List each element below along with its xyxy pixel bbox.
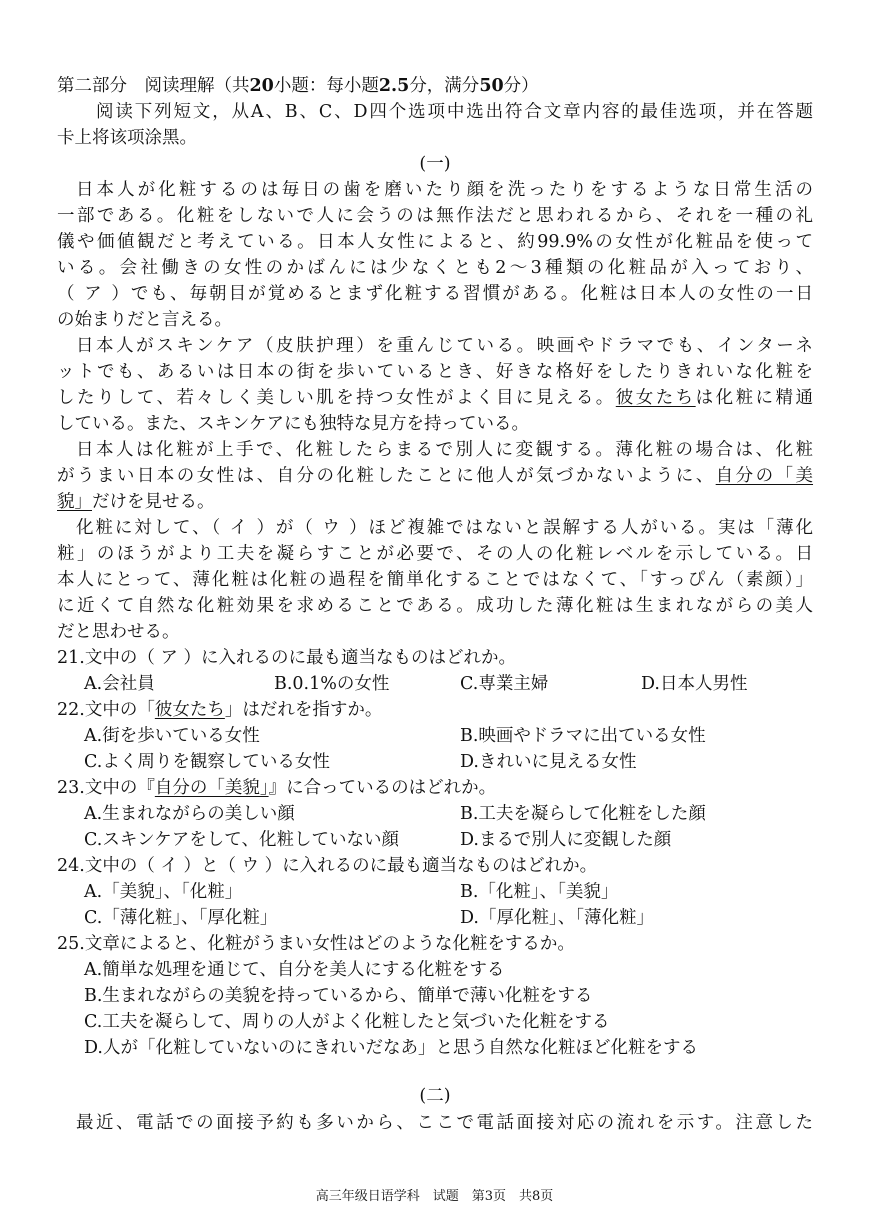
- question-24-option-d: D.「厚化粧」、「薄化粧」: [460, 908, 654, 928]
- section-header-end: 分）: [503, 76, 539, 96]
- section-header-score: 2.5: [378, 76, 410, 96]
- question-23-option-c: C.スキンケアをして、化粧していない顔: [84, 830, 399, 850]
- question-21-option-c: C.専業主婦: [460, 674, 549, 694]
- passage1-p4-line-2: 粧」のほうがより工夫を凝らすことが必要で、その人の化粧レベルを示している。日: [57, 544, 813, 564]
- question-22-option-a: A.街を歩いている女性: [84, 726, 260, 746]
- section-header-part: 第二部分 阅读理解（共: [57, 76, 250, 96]
- question-25-stem: 25.文章によると、化粧がうまい女性はどのような化粧をするか。: [57, 934, 575, 954]
- passage1-p3-line-2: [57, 463, 813, 489]
- question-24-option-b: B.「化粧」、「美貌」: [460, 882, 619, 902]
- question-23-option-a: A.生まれながらの美しい顔: [84, 804, 295, 824]
- instructions-line-2: 卡上将该项涂黑。: [57, 128, 197, 148]
- question-23-option-b: B.工夫を凝らして化粧をした顔: [460, 804, 706, 824]
- question-25-option-d: D.人が「化粧していないのにきれいだなあ」と思う自然な化粧ほど化粧をする: [84, 1038, 698, 1058]
- page-footer: 高三年级日语学科 试题 第3页 共8页: [315, 1189, 554, 1204]
- passage1-p3-line-3-text: だけを見せる。: [92, 492, 215, 512]
- passage1-p3-line-1: 日本人は化粧が上手で、化粧したらまるで別人に変観する。薄化粧の場合は、化粧: [76, 440, 813, 460]
- question-21-option-d: D.日本人男性: [641, 674, 748, 694]
- question-25-option-b: B.生まれながらの美貌を持っているから、簡単で薄い化粧をする: [84, 986, 593, 1006]
- underlined-kanojotachi: 彼女たち: [615, 388, 696, 408]
- question-23-stem-a: 23.文中の『: [57, 778, 155, 798]
- passage1-p2-line-3-tail: は化粧に精通: [695, 388, 813, 408]
- question-22-stem: [57, 697, 813, 723]
- passage1-p3-line-3: [57, 489, 813, 515]
- passage1-p2-line-3-text: したりして、若々しく美しい肌を持つ女性がよく目に見える。: [57, 388, 616, 408]
- question-24-option-a: A.「美貌」、「化粧」: [84, 882, 243, 902]
- question-23-stem: [57, 775, 813, 801]
- passage1-p3-line-2-text: がうまい日本の女性は、自分の化粧したことに他人が気づかないように、: [57, 466, 716, 486]
- question-24-option-c: C.「薄化粧」、「厚化粧」: [84, 908, 278, 928]
- section-header-mid1: 小题：每小题: [273, 76, 379, 96]
- passage1-p4-line-1: 化粧に対して、（ イ ）が（ ウ ）ほど複雑ではないと誤解する人がいる。実は「薄化: [76, 518, 813, 538]
- passage1-p1-line-6: の始まりだと言える。: [57, 310, 232, 330]
- passage1-p4-line-4: に近くて自然な化粧効果を求めることである。成功した薄化粧は生まれながらの美人: [57, 596, 813, 616]
- passage1-p1-line-3: 儀や価値観だと考えている。日本人女性によると、約99.9%の女性が化粧品を使って: [57, 232, 813, 252]
- underlined-jibun-no-bibou: 自分の「美: [715, 466, 814, 486]
- passage1-p4-line-5: だと思わせる。: [57, 622, 180, 642]
- passage1-p2-line-2: ットでも、あるいは日本の街を歩いているとき、好きな格好をしたりきれいな化粧を: [57, 362, 813, 382]
- passage1-p2-line-1: 日本人がスキンケア（皮肤护理）を重んじている。映画やドラマでも、インターネ: [76, 336, 813, 356]
- question-23-stem-b: 』に合っているのはどれか。: [268, 778, 497, 798]
- passage1-p2-line-3: [57, 385, 813, 411]
- question-23-option-d: D.まるで別人に変観した顔: [460, 830, 672, 850]
- question-21-stem: 21.文中の（ ア ）に入れるのに最も適当なものはどれか。: [57, 648, 516, 668]
- section-header-count: 20: [249, 76, 274, 96]
- passage1-p4-line-3: 本人にとって、薄化粧は化粧の過程を簡単化することではなくて、「すっぴん（素颜）」: [57, 570, 813, 590]
- question-22-underlined: 彼女たち: [154, 700, 225, 720]
- passage1-p1-line-5: （ ア ）でも、毎朝目が覚めるとまず化粧する習慣がある。化粧は日本人の女性の一日: [57, 284, 813, 304]
- question-22-option-c: C.よく周りを観察している女性: [84, 752, 330, 772]
- underlined-bibou-tail: 貌」: [57, 492, 92, 512]
- question-21-option-a: A.会社員: [84, 674, 155, 694]
- passage1-p1-line-2: 一部である。化粧をしないで人に会うのは無作法だと思われるから、それを一種の礼: [57, 206, 813, 226]
- passage1-p1-line-1: 日本人が化粧するのは毎日の歯を磨いたり顔を洗ったりをするような日常生活の: [76, 180, 813, 200]
- passage-number-2: (二): [419, 1086, 451, 1106]
- passage-number-1: (一): [419, 154, 451, 174]
- section-header-total: 50: [479, 76, 504, 96]
- passage1-p2-line-4: している。また、スキンケアにも独特な見方を持っている。: [57, 414, 529, 434]
- question-25-option-c: C.工夫を凝らして、周りの人がよく化粧したと気づいた化粧をする: [84, 1012, 610, 1032]
- question-22-stem-a: 22.文中の「: [57, 700, 155, 720]
- question-25-option-a: A.簡単な処理を通じて、自分を美人にする化粧をする: [84, 960, 505, 980]
- question-22-stem-b: 」はだれを指すか。: [224, 700, 383, 720]
- question-22-option-d: D.きれいに見える女性: [460, 752, 637, 772]
- question-24-stem: 24.文中の（ イ ）と（ ウ ）に入れるのに最も適当なものはどれか。: [57, 856, 598, 876]
- question-22-option-b: B.映画やドラマに出ている女性: [460, 726, 706, 746]
- passage2-line-1: 最近、電話での面接予約も多いから、ここで電話面接対応の流れを示す。注意した: [76, 1113, 813, 1133]
- question-23-underlined: 自分の「美貌」: [154, 778, 269, 798]
- section-header: [57, 73, 813, 99]
- instructions-line-1: 阅读下列短文，从A、B、C、D四个选项中选出符合文章内容的最佳选项，并在答题: [96, 102, 813, 122]
- section-header-mid2: 分，满分: [409, 76, 480, 96]
- question-21-option-b: B.0.1%の女性: [274, 674, 390, 694]
- passage1-p1-line-4: いる。会社働きの女性のかばんには少なくとも2～3種類の化粧品が入っており、: [57, 258, 813, 278]
